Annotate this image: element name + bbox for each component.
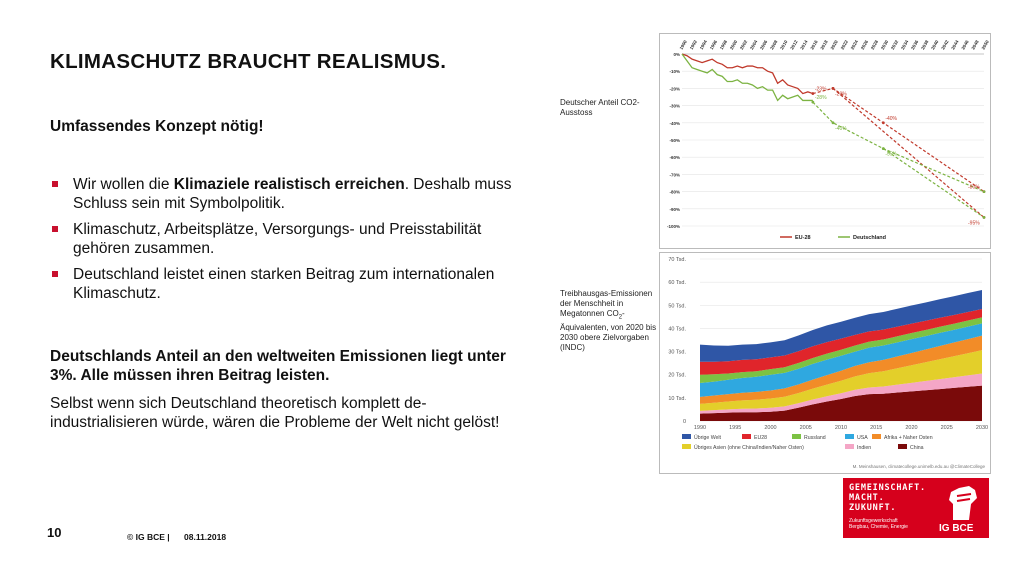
bullet-marker-icon	[52, 271, 58, 277]
data-label: -40%	[835, 125, 847, 132]
x-tick-label: 2044	[950, 39, 960, 51]
y-tick-label: -10%	[669, 69, 680, 75]
x-tick-label: 2046	[960, 39, 970, 51]
target-point	[811, 92, 814, 95]
x-tick-label: 2018	[819, 39, 829, 51]
y-tick-label: -60%	[669, 155, 680, 161]
bullet-marker-icon	[52, 226, 58, 232]
target-point	[832, 121, 835, 124]
target-path-alt	[883, 149, 984, 218]
x-tick-label: 2004	[749, 39, 759, 51]
x-tick-label: 1990	[678, 39, 688, 51]
emissions-area-chart	[659, 252, 991, 474]
y-tick-label: -100%	[666, 224, 680, 229]
reduction-chart-svg	[660, 34, 990, 248]
igbce-logo	[843, 478, 989, 538]
x-tick-label: 2030	[975, 425, 989, 431]
data-label: -80%	[968, 184, 980, 191]
x-tick-label: 2016	[809, 39, 819, 51]
legend-label: EU28	[754, 435, 767, 441]
legend-label: China	[910, 445, 924, 451]
target-path-alt	[833, 88, 984, 217]
x-tick-label: 2042	[940, 39, 950, 51]
series-line-eu-28	[682, 54, 813, 94]
legend-swatch	[845, 434, 854, 439]
legend-label: Indien	[857, 445, 872, 451]
target-point	[882, 147, 885, 150]
bullet-item: Wir wollen die Klimaziele realistisch erreichen. Deshalb muss Schluss sein mit Symbolpolitik.	[50, 175, 540, 213]
target-point	[811, 101, 814, 104]
data-label: -40%	[885, 115, 898, 122]
legend-swatch	[898, 444, 907, 449]
x-tick-label: 2034	[900, 39, 910, 51]
legend-swatch	[845, 444, 854, 449]
x-tick-label: 2020	[829, 39, 839, 51]
x-tick-label: 2030	[879, 39, 890, 51]
logo-brand: IG BCE	[939, 523, 974, 534]
x-tick-label: 2040	[930, 39, 940, 51]
x-tick-label: 2012	[789, 39, 799, 51]
x-tick-label: 1996	[708, 39, 719, 51]
x-tick-label: 2022	[839, 39, 849, 51]
legend-label: USA	[857, 435, 868, 441]
y-tick-label: -50%	[669, 138, 680, 143]
y-tick-label: 50 Tsd.	[668, 303, 686, 310]
y-tick-label: -70%	[669, 172, 680, 178]
x-tick-label: 2048	[970, 39, 980, 51]
x-tick-label: 2050	[980, 39, 990, 51]
x-tick-label: 2015	[870, 425, 883, 431]
x-tick-label: 1995	[729, 425, 742, 431]
y-tick-label: -30%	[669, 103, 680, 109]
data-label: -28%	[814, 95, 827, 102]
chart-source: M. Meinshausen, climatecollege.unimelb.edu.au @ClimateCollege	[852, 464, 985, 469]
x-tick-label: 2000	[764, 425, 777, 431]
y-tick-label: 0%	[673, 52, 680, 57]
footer-date: 08.11.2018	[184, 532, 227, 542]
x-tick-label: 2025	[940, 425, 953, 431]
target-path	[813, 102, 984, 191]
legend-swatch	[792, 434, 801, 439]
x-tick-label: 1998	[718, 39, 729, 51]
series-line-deutschland	[682, 54, 813, 100]
target-point	[832, 87, 835, 90]
x-tick-label: 1990	[693, 425, 707, 431]
x-tick-label: 2014	[799, 39, 809, 51]
x-tick-label: 2032	[889, 39, 900, 51]
reduction-line-chart	[659, 33, 991, 249]
x-tick-label: 2006	[759, 39, 769, 51]
y-tick-label: 60 Tsd.	[668, 280, 686, 287]
x-tick-label: 2036	[910, 39, 920, 51]
legend-label: Übrige Welt	[694, 435, 722, 441]
page-number: 10	[47, 525, 62, 540]
slide-title: KLIMASCHUTZ BRAUCHT REALISMUS.	[50, 50, 447, 73]
x-tick-label: 2026	[859, 39, 870, 51]
chart1-caption: Deutscher Anteil CO2-Ausstoss	[560, 98, 640, 117]
y-tick-label: -90%	[669, 206, 680, 212]
subheading: Umfassendes Konzept nötig!	[50, 118, 264, 135]
legend-swatch	[872, 434, 881, 439]
y-tick-label: 0	[682, 419, 686, 425]
y-tick-label: 20 Tsd.	[668, 372, 686, 379]
x-tick-label: 2028	[869, 39, 880, 51]
x-tick-label: 1994	[698, 39, 709, 51]
y-tick-label: -40%	[669, 120, 680, 126]
target-point	[882, 121, 885, 124]
x-tick-label: 2038	[920, 39, 930, 51]
legend-label: EU-28	[795, 235, 811, 241]
x-tick-label: 2010	[834, 425, 848, 431]
legend-label: Afrika + Naher Osten	[884, 435, 933, 441]
bullet-item: Klimaschutz, Arbeitsplätze, Versorgungs- und Preisstabilität gehören zusammen.	[50, 220, 540, 258]
y-tick-label: -20%	[669, 86, 680, 92]
bullet-marker-icon	[52, 181, 58, 187]
y-tick-label: -80%	[669, 189, 680, 195]
data-label: -95%	[968, 220, 980, 227]
chart2-caption: Treibhausgas-Emissionen der Menschheit in Megatonnen $CO_2$-Äquivalenten, von 2020 bis 2030 obere Zielvorgaben (INDC)	[560, 289, 657, 352]
x-tick-label: 2008	[769, 39, 779, 51]
data-label: -23%	[814, 86, 827, 93]
fist-icon	[939, 482, 983, 522]
logo-slogan: GEMEINSCHAFT. MACHT. ZUKUNFT.	[849, 483, 926, 513]
y-tick-label: 30 Tsd.	[668, 349, 686, 356]
x-tick-label: 1992	[688, 39, 698, 51]
target-point	[983, 216, 986, 219]
x-tick-label: 2024	[849, 39, 860, 51]
body-paragraph: Selbst wenn sich Deutschland theoretisch komplett de-industrialisieren würde, wären die Probleme der Welt nicht gelöst!	[50, 395, 500, 431]
x-tick-label: 2010	[779, 39, 789, 51]
y-tick-label: 40 Tsd.	[668, 326, 686, 333]
data-label: -55%	[885, 151, 898, 158]
logo-tagline: Zukunftsgewerkschaft Bergbau, Chemie, Energie	[849, 518, 908, 530]
emphasis-paragraph: Deutschlands Anteil an den weltweiten Emissionen liegt unter 3%. Alle müssen ihren Beitrag leisten.	[50, 348, 506, 384]
legend-swatch	[682, 434, 691, 439]
emissions-chart-svg	[660, 253, 990, 473]
legend-swatch	[682, 444, 691, 449]
bullet-list	[50, 175, 540, 310]
target-point	[983, 190, 986, 193]
legend-label: Russland	[804, 435, 826, 441]
x-tick-label: 2002	[738, 39, 749, 51]
legend-swatch	[742, 434, 751, 439]
y-tick-label: 70 Tsd.	[668, 257, 686, 263]
x-tick-label: 2020	[905, 425, 918, 431]
y-tick-label: 10 Tsd.	[668, 395, 686, 402]
legend-label: Deutschland	[853, 235, 887, 241]
x-tick-label: 2000	[728, 39, 739, 51]
x-tick-label: 2005	[799, 425, 812, 431]
bullet-item: Deutschland leistet einen starken Beitrag zum internationalen Klimaschutz.	[50, 265, 540, 303]
data-label: -20%	[835, 91, 847, 98]
legend-label: Übriges Asien (ohne China/Indien/Naher Osten)	[694, 445, 804, 451]
copyright: © IG BCE |	[127, 532, 170, 542]
